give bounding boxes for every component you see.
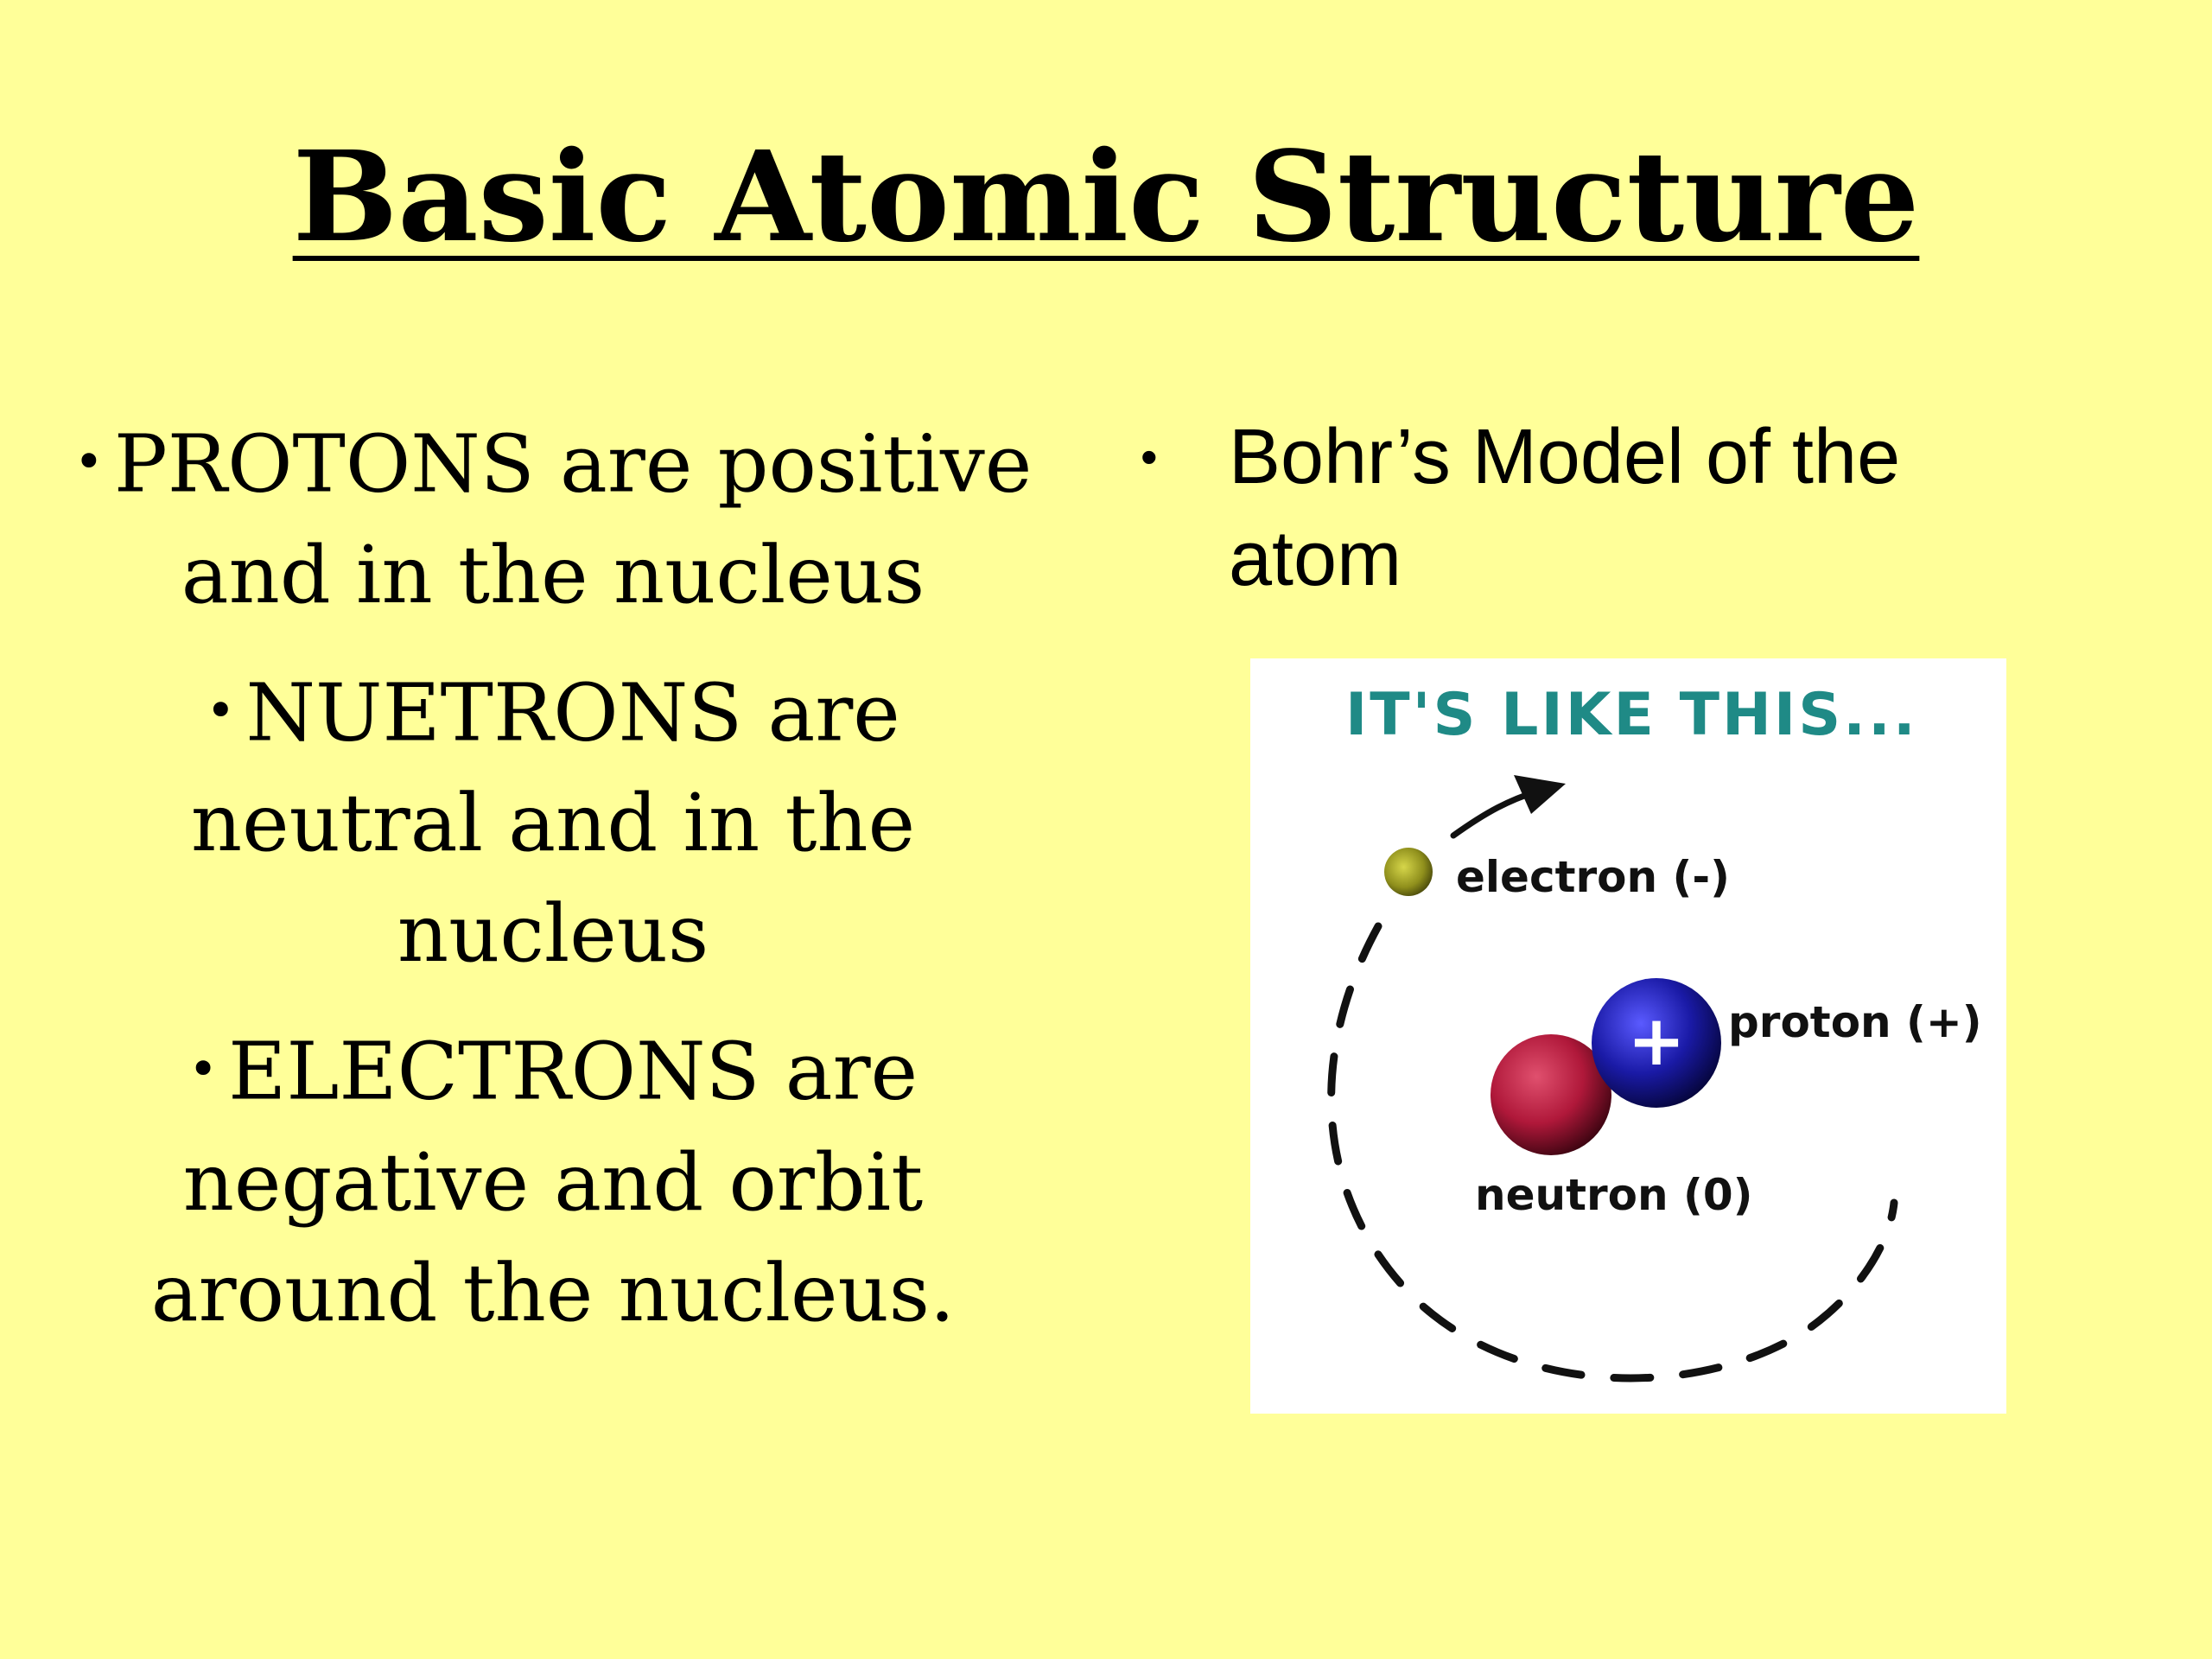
electron-orbit bbox=[1332, 926, 1894, 1378]
proton-label: proton (+) bbox=[1728, 997, 1982, 1047]
slide-title bbox=[0, 125, 2212, 269]
electron-label: electron (-) bbox=[1456, 852, 1730, 902]
bohr-model-diagram bbox=[1250, 658, 2006, 1414]
bullet-protons-text: PROTONS are positive and in the nucleus bbox=[113, 417, 1033, 621]
diagram-heading: IT'S LIKE THIS... bbox=[1345, 681, 1918, 749]
bullet-marker: • bbox=[73, 432, 104, 491]
slide-title-text: Basic Atomic Structure bbox=[292, 124, 1920, 270]
bullet-electrons bbox=[35, 1014, 1071, 1349]
bullet-neutrons-text: NUETRONS are neutral and in the nucleus bbox=[190, 666, 916, 980]
bullet-electrons-text: ELECTRONS are negative and orbit around the nucleus. bbox=[150, 1025, 956, 1339]
bohr-model-text: Bohr’s Model of the atom bbox=[1229, 414, 1901, 602]
bohr-model-svg bbox=[1250, 658, 2006, 1414]
bullet-marker: • bbox=[206, 680, 236, 740]
bullet-neutrons bbox=[35, 655, 1071, 990]
electron-sphere bbox=[1384, 848, 1433, 896]
proton-plus-icon: + bbox=[1627, 1001, 1686, 1081]
bullet-protons bbox=[35, 406, 1071, 631]
left-bullet-list bbox=[35, 406, 1071, 1373]
bullet-marker: • bbox=[188, 1039, 219, 1098]
bullet-marker: • bbox=[1141, 429, 1158, 484]
neutron-label: neutron (0) bbox=[1475, 1170, 1753, 1220]
